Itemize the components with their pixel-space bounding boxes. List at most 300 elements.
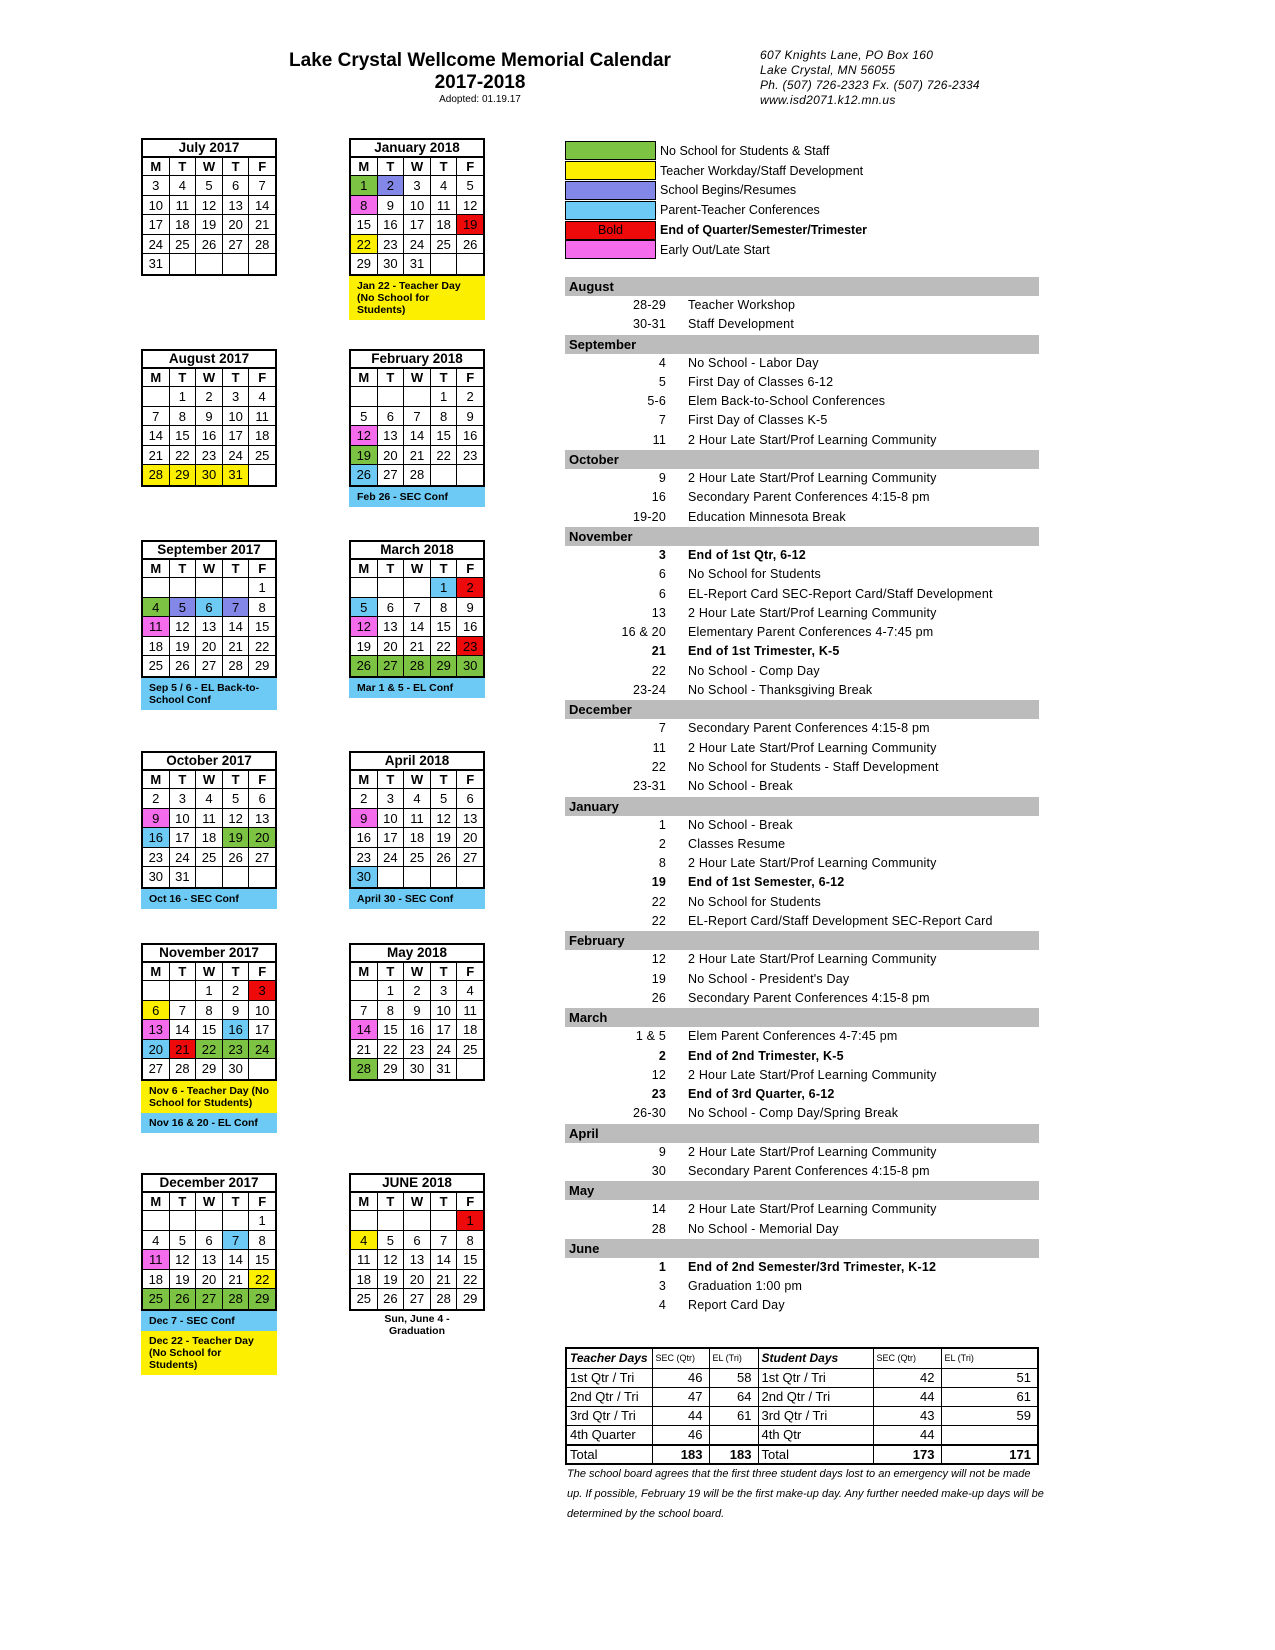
day-cell: 25	[404, 848, 431, 868]
day-cell: 5	[351, 407, 378, 427]
weekday-label: T	[170, 771, 197, 788]
day-cell: 27	[196, 656, 223, 676]
legend-swatch	[565, 181, 656, 200]
event-month-header: March	[565, 1008, 1039, 1027]
legend-label: Early Out/Late Start	[660, 242, 770, 257]
day-cell: 7	[143, 407, 170, 427]
week-row	[143, 809, 275, 829]
calendar-grid	[141, 138, 277, 276]
day-cell	[404, 1211, 431, 1231]
month-calendar	[141, 138, 277, 276]
day-cell: 25	[249, 446, 275, 466]
week-row	[351, 1231, 483, 1251]
days-table-cell: 58	[709, 1368, 758, 1387]
weekday-label: T	[170, 1193, 197, 1210]
day-cell: 6	[249, 789, 275, 809]
day-cell: 15	[457, 1250, 483, 1270]
day-cell: 16	[196, 426, 223, 446]
event-description: 2 Hour Late Start/Prof Learning Community	[688, 740, 937, 755]
event-date: 4	[658, 355, 666, 370]
legend-label: School Begins/Resumes	[660, 183, 797, 198]
day-cell: 7	[404, 407, 431, 427]
day-cell: 18	[351, 1270, 378, 1290]
week-row	[351, 617, 483, 637]
event-date: 19	[651, 875, 666, 890]
day-cell: 24	[378, 848, 405, 868]
day-cell	[431, 1211, 458, 1231]
event-description: Elem Parent Conferences 4-7:45 pm	[688, 1029, 898, 1044]
day-cell: 1	[196, 981, 223, 1001]
day-cell: 29	[378, 1059, 405, 1079]
week-row	[351, 1040, 483, 1060]
day-cell: 7	[223, 1231, 250, 1251]
day-cell: 3	[404, 176, 431, 196]
day-cell: 27	[378, 656, 405, 676]
event-row	[565, 777, 1039, 796]
day-cell: 10	[404, 196, 431, 216]
day-cell: 7	[351, 1001, 378, 1021]
day-cell: 3	[249, 981, 275, 1001]
calendar-note: Sep 5 / 6 - EL Back-to-School Conf	[141, 678, 277, 710]
day-cell: 31	[431, 1059, 458, 1079]
week-row	[351, 176, 483, 196]
week-row	[351, 656, 483, 676]
day-cell: 8	[249, 1231, 275, 1251]
event-description: End of 1st Semester, 6-12	[688, 875, 845, 890]
days-table-row	[566, 1387, 1038, 1406]
days-table-cell: 171	[941, 1445, 1038, 1464]
day-cell: 17	[378, 828, 405, 848]
event-description: No School - Comp Day	[688, 663, 820, 678]
day-cell: 3	[170, 789, 197, 809]
days-table-header	[566, 1348, 1038, 1368]
weekday-label: M	[143, 158, 170, 175]
day-cell: 25	[351, 1289, 378, 1309]
day-cell: 14	[249, 196, 275, 216]
event-row	[565, 508, 1039, 527]
day-cell: 5	[378, 1231, 405, 1251]
event-description: No School for Students	[688, 894, 821, 909]
week-row	[351, 1020, 483, 1040]
day-cell: 11	[404, 809, 431, 829]
day-cell: 10	[378, 809, 405, 829]
day-cell: 30	[223, 1059, 250, 1079]
day-cell: 24	[249, 1040, 275, 1060]
day-cell: 22	[431, 446, 458, 466]
weekday-label: M	[143, 1193, 170, 1210]
weekday-label: W	[404, 771, 431, 788]
day-cell: 17	[249, 1020, 275, 1040]
day-cell: 22	[249, 1270, 275, 1290]
day-cell: 5	[223, 789, 250, 809]
legend-item	[565, 240, 867, 260]
event-description: Graduation 1:00 pm	[688, 1279, 803, 1294]
day-cell: 2	[351, 789, 378, 809]
event-row	[565, 816, 1039, 835]
days-table-cell: 2nd Qtr / Tri	[758, 1387, 873, 1406]
event-description: 2 Hour Late Start/Prof Learning Community	[688, 1202, 937, 1217]
event-description: Secondary Parent Conferences 4:15-8 pm	[688, 721, 930, 736]
event-description: 2 Hour Late Start/Prof Learning Community	[688, 1067, 937, 1082]
day-cell	[223, 578, 250, 598]
day-cell: 11	[249, 407, 275, 427]
days-table-cell: 2nd Qtr / Tri	[566, 1387, 652, 1406]
event-row	[565, 315, 1039, 334]
events-list	[565, 277, 1039, 1316]
day-cell: 26	[378, 1289, 405, 1309]
event-description: 2 Hour Late Start/Prof Learning Community	[688, 432, 937, 447]
event-date: 1	[658, 817, 666, 832]
day-cell: 7	[170, 1001, 197, 1021]
weekday-label: F	[258, 772, 267, 787]
weekday-header	[351, 369, 483, 387]
adopted-date: Adopted: 01.19.17	[439, 94, 521, 105]
day-cell: 22	[196, 1040, 223, 1060]
event-row	[565, 354, 1039, 373]
days-table-cell: 3rd Qtr / Tri	[566, 1406, 652, 1425]
calendar-grid	[141, 943, 277, 1081]
day-cell	[170, 254, 197, 274]
weekday-header	[143, 560, 275, 578]
week-row	[351, 828, 483, 848]
days-table-cell: 4th Quarter	[566, 1426, 652, 1445]
week-row	[143, 1289, 275, 1309]
week-row	[143, 848, 275, 868]
event-date: 6	[658, 586, 666, 601]
day-cell: 14	[223, 617, 250, 637]
day-cell	[143, 1211, 170, 1231]
month-title: November 2017	[143, 945, 275, 963]
event-row	[565, 912, 1039, 931]
day-cell: 26	[196, 235, 223, 255]
week-row	[351, 981, 483, 1001]
day-cell	[378, 578, 405, 598]
day-cell: 22	[431, 637, 458, 657]
event-month-header: January	[565, 797, 1039, 816]
month-title: December 2017	[143, 1175, 275, 1193]
day-cell	[457, 867, 483, 887]
day-cell	[196, 867, 223, 887]
legend-label: Teacher Workday/Staff Development	[660, 163, 864, 178]
week-row	[351, 196, 483, 216]
day-cell: 12	[170, 1250, 197, 1270]
weekday-label: F	[466, 1194, 475, 1209]
event-description: No School - Memorial Day	[688, 1221, 839, 1236]
day-cell: 28	[351, 1059, 378, 1079]
event-description: Secondary Parent Conferences 4:15-8 pm	[688, 1163, 930, 1178]
week-row	[143, 1270, 275, 1290]
legend-item	[565, 200, 867, 220]
weekday-label: W	[404, 1193, 431, 1210]
day-cell: 23	[223, 1040, 250, 1060]
week-row	[143, 254, 275, 274]
event-date: 11	[652, 432, 666, 447]
day-cell: 8	[249, 598, 275, 618]
day-cell: 10	[143, 196, 170, 216]
website-link[interactable]: www.isd2071.k12.mn.us	[760, 93, 896, 107]
event-row	[565, 1258, 1039, 1277]
day-cell: 13	[404, 1250, 431, 1270]
day-cell: 25	[431, 235, 458, 255]
week-row	[143, 598, 275, 618]
calendar-grid	[349, 1173, 485, 1311]
calendar-grid	[349, 751, 485, 889]
event-date: 3	[658, 547, 666, 562]
legend-swatch	[565, 240, 656, 259]
calendar-note: Oct 16 - SEC Conf	[141, 889, 277, 909]
day-cell: 16	[351, 828, 378, 848]
day-cell: 22	[457, 1270, 483, 1290]
school-year: 2017-2018	[434, 72, 526, 93]
days-table-cell: 44	[652, 1406, 709, 1425]
day-cell: 23	[378, 235, 405, 255]
days-table-cell: 61	[709, 1406, 758, 1425]
month-title: February 2018	[351, 351, 483, 369]
event-description: Education Minnesota Break	[688, 509, 846, 524]
day-cell: 28	[404, 656, 431, 676]
day-cell: 10	[249, 1001, 275, 1021]
weekday-header	[351, 771, 483, 789]
day-cell: 12	[457, 196, 483, 216]
event-date: 2	[658, 1048, 666, 1063]
month-calendar	[349, 751, 485, 909]
event-row	[565, 662, 1039, 681]
event-date: 1	[658, 1259, 666, 1274]
week-row	[351, 809, 483, 829]
days-table-cell: 47	[652, 1387, 709, 1406]
day-cell: 4	[170, 176, 197, 196]
weekday-label: W	[196, 158, 223, 175]
day-cell: 27	[249, 848, 275, 868]
weekday-header	[143, 771, 275, 789]
day-cell: 18	[143, 637, 170, 657]
day-cell: 11	[457, 1001, 483, 1021]
week-row	[143, 1250, 275, 1270]
legend-label: End of Quarter/Semester/Trimester	[660, 223, 868, 238]
day-cell: 23	[351, 848, 378, 868]
day-cell: 17	[431, 1020, 458, 1040]
event-row	[565, 1085, 1039, 1104]
day-cell: 15	[170, 426, 197, 446]
day-cell: 26	[351, 465, 378, 485]
day-cell	[249, 1059, 275, 1079]
header-cell: EL (Tri)	[709, 1348, 758, 1368]
day-cell: 6	[404, 1231, 431, 1251]
day-cell: 12	[351, 617, 378, 637]
day-cell: 2	[196, 387, 223, 407]
day-cell: 20	[196, 637, 223, 657]
day-cell	[351, 1211, 378, 1231]
event-date: 11	[652, 740, 666, 755]
calendar-grid	[349, 540, 485, 678]
days-table-cell: 64	[709, 1387, 758, 1406]
weekday-label: F	[466, 159, 475, 174]
day-cell: 15	[196, 1020, 223, 1040]
weekday-label: T	[431, 369, 458, 386]
event-row	[565, 989, 1039, 1008]
week-row	[143, 426, 275, 446]
day-cell: 7	[431, 1231, 458, 1251]
week-row	[351, 254, 483, 274]
day-cell: 1	[431, 578, 458, 598]
day-cell: 22	[378, 1040, 405, 1060]
day-cell: 23	[143, 848, 170, 868]
weekday-label: W	[404, 963, 431, 980]
day-cell: 20	[457, 828, 483, 848]
month-title: January 2018	[351, 140, 483, 158]
event-month-header: October	[565, 450, 1039, 469]
day-cell: 24	[143, 235, 170, 255]
weekday-label: W	[196, 369, 223, 386]
event-row	[565, 1047, 1039, 1066]
school-days-table	[565, 1347, 1039, 1465]
event-row	[565, 1104, 1039, 1123]
event-description: Report Card Day	[688, 1298, 785, 1313]
day-cell: 24	[404, 235, 431, 255]
day-cell	[249, 254, 275, 274]
event-date: 30-31	[633, 317, 666, 332]
event-description: End of 1st Qtr, 6-12	[688, 547, 806, 562]
event-date: 14	[651, 1202, 666, 1217]
days-table-cell: 183	[709, 1445, 758, 1464]
day-cell: 16	[404, 1020, 431, 1040]
week-row	[351, 1250, 483, 1270]
day-cell: 15	[431, 617, 458, 637]
legend-item	[565, 181, 867, 201]
event-description: Teacher Workshop	[688, 298, 796, 312]
month-title: October 2017	[143, 753, 275, 771]
week-row	[143, 617, 275, 637]
month-calendar	[349, 1173, 485, 1339]
day-cell: 23	[457, 637, 483, 657]
day-cell: 30	[196, 465, 223, 485]
day-cell: 20	[196, 1270, 223, 1290]
weekday-label: F	[466, 964, 475, 979]
days-table-cell	[941, 1426, 1038, 1445]
event-row	[565, 835, 1039, 854]
weekday-label: T	[431, 560, 458, 577]
event-description: No School - Break	[688, 779, 793, 794]
day-cell: 1	[457, 1211, 483, 1231]
day-cell: 28	[431, 1289, 458, 1309]
day-cell: 14	[404, 426, 431, 446]
day-cell: 2	[143, 789, 170, 809]
event-date: 30	[651, 1163, 666, 1178]
event-date: 23-31	[633, 779, 666, 794]
legend-label: No School for Students & Staff	[660, 143, 830, 158]
days-table-cell: 1st Qtr / Tri	[566, 1368, 652, 1387]
day-cell: 26	[431, 848, 458, 868]
calendar-grid	[349, 349, 485, 487]
day-cell: 20	[143, 1040, 170, 1060]
week-row	[143, 1040, 275, 1060]
event-date: 16	[651, 490, 666, 505]
day-cell: 8	[351, 196, 378, 216]
weekday-label: W	[196, 771, 223, 788]
weekday-header	[351, 963, 483, 981]
event-description: End of 2nd Trimester, K-5	[688, 1048, 844, 1063]
day-cell: 14	[170, 1020, 197, 1040]
event-month-header: September	[565, 335, 1039, 354]
day-cell: 29	[170, 465, 197, 485]
week-row	[351, 407, 483, 427]
days-table-cell: 3rd Qtr / Tri	[758, 1406, 873, 1425]
week-row	[143, 465, 275, 485]
event-date: 26	[651, 990, 666, 1005]
legend-label: Parent-Teacher Conferences	[660, 203, 820, 218]
day-cell: 19	[196, 215, 223, 235]
event-date: 5-6	[647, 394, 666, 409]
event-row	[565, 546, 1039, 565]
calendar-note: Mar 1 & 5 - EL Conf	[349, 678, 485, 698]
event-row	[565, 1200, 1039, 1219]
day-cell: 11	[143, 617, 170, 637]
weekday-label: F	[466, 561, 475, 576]
day-cell: 6	[196, 598, 223, 618]
month-calendar	[141, 349, 277, 487]
day-cell: 17	[143, 215, 170, 235]
day-cell: 13	[378, 617, 405, 637]
header-cell: SEC (Qtr)	[652, 1348, 709, 1368]
event-date: 22	[651, 914, 666, 929]
day-cell: 21	[170, 1040, 197, 1060]
day-cell: 19	[170, 1270, 197, 1290]
day-cell: 30	[351, 867, 378, 887]
weekday-label: M	[351, 560, 378, 577]
week-row	[351, 848, 483, 868]
event-row	[565, 642, 1039, 661]
weekday-label: W	[196, 963, 223, 980]
school-address	[760, 48, 980, 108]
week-row	[351, 426, 483, 446]
day-cell	[378, 1211, 405, 1231]
week-row	[143, 407, 275, 427]
event-row	[565, 296, 1039, 315]
calendar-note: Sun, June 4 - Graduation	[349, 1311, 485, 1339]
weekday-label: T	[378, 771, 405, 788]
day-cell: 26	[170, 656, 197, 676]
weekday-label: T	[223, 369, 250, 386]
week-row	[351, 446, 483, 466]
day-cell	[457, 254, 483, 274]
month-calendar	[141, 540, 277, 710]
event-date: 8	[658, 856, 666, 871]
week-row	[143, 828, 275, 848]
day-cell: 29	[249, 1289, 275, 1309]
day-cell: 29	[431, 656, 458, 676]
calendar-note: April 30 - SEC Conf	[349, 889, 485, 909]
week-row	[143, 1059, 275, 1079]
days-table-row	[566, 1406, 1038, 1425]
day-cell: 13	[196, 1250, 223, 1270]
event-row	[565, 469, 1039, 488]
days-table-cell: 43	[873, 1406, 941, 1425]
event-row	[565, 681, 1039, 700]
event-date: 6	[658, 567, 666, 582]
weekday-label: T	[170, 963, 197, 980]
event-date: 2	[658, 836, 666, 851]
day-cell: 23	[196, 446, 223, 466]
event-row	[565, 585, 1039, 604]
day-cell: 6	[457, 789, 483, 809]
event-month-header: December	[565, 700, 1039, 719]
weekday-label: T	[223, 158, 250, 175]
event-date: 19-20	[633, 509, 666, 524]
day-cell: 15	[249, 1250, 275, 1270]
event-description: No School - Thanksgiving Break	[688, 683, 873, 698]
day-cell: 9	[223, 1001, 250, 1021]
weekday-label: F	[258, 370, 267, 385]
